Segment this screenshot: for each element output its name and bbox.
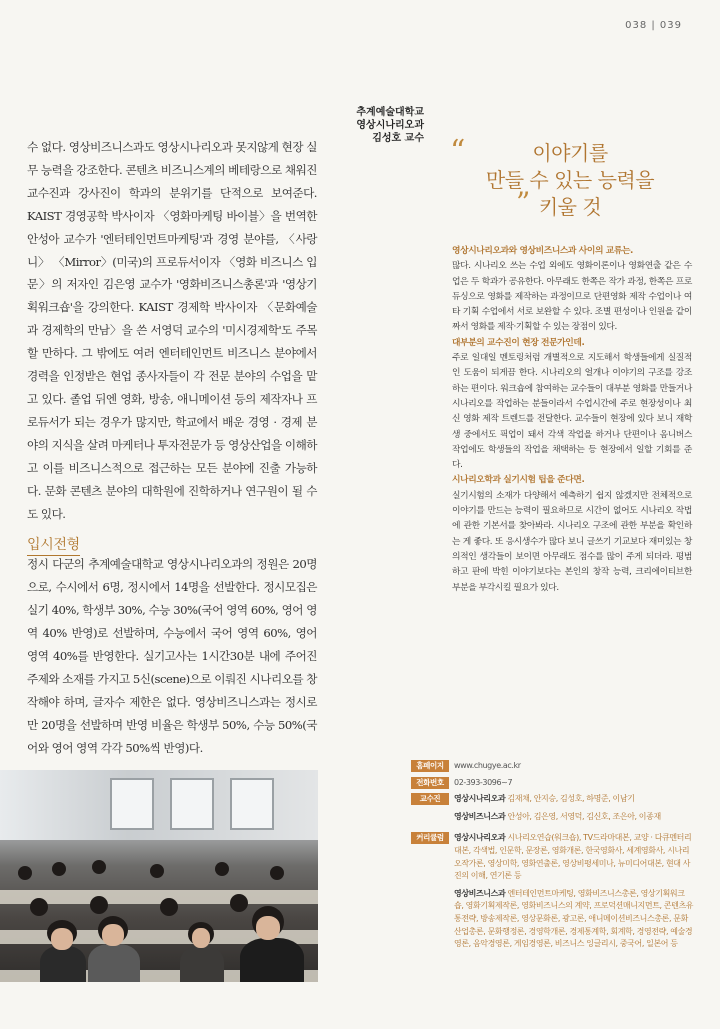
info-label: 커리큘럼: [411, 832, 449, 844]
info-curriculum: [411, 832, 694, 955]
curriculum-dept: 영상시나리오과: [454, 833, 506, 843]
homepage-link[interactable]: www.chugye.ac.kr: [454, 761, 521, 770]
info-box: [411, 760, 694, 960]
faculty-dept: 영상시나리오과: [454, 794, 506, 804]
info-homepage: [411, 760, 694, 773]
quote-line: 만들 수 있는 능력을: [485, 168, 655, 192]
interview-answer: 실기시험의 소재가 다양해서 예측하기 쉽지 않겠지만 전체적으로 이야기를 만드는 능력이 필요하므로 시간이 없어도 시나리오 작법에 관한 기본서를 찾아봐라. 시나리오 구조에 관한 부분을 확인하는 게 좋다. 또 응시생수가 많다 보니 글쓰기 기교보다 재미있는 창의적인 생각들이 보이면 아무래도 점수를 많이 주게 되더라. 평범하고 판에 박힌 이야기보다는 본인의 창작 능력, 크리에이티브한 부분을 부각시킬 필요가 있다.: [452, 490, 692, 593]
page-numbers: 038 | 039: [625, 20, 682, 31]
info-faculty: [411, 793, 694, 828]
body-paragraph: 수 없다. 영상비즈니스과도 영상시나리오과 못지않게 현장 실무 능력을 강조한다. 콘텐츠 비즈니스계의 베테랑으로 채워진 교수진과 강사진이 학과의 분위기를 단적으로 보여준다. KAIST 경영공학 박사이자 〈영화마케팅 바이블〉을 번역한 안성아 교수가 '엔터테인먼트마케팅'과 경영 분야를, 〈사랑니〉 〈Mirror〉(미국)의 프로듀서이자 〈영화 비즈니스 입문〉의 저자인 김은영 교수가 '영화비즈니스총론'과 '영상기획워크숍'을 강의한다. KAIST 경제학 박사이자 〈문화예술과 경제학의 만남〉을 쓴 서영덕 교수의 '미시경제학'도 주목할 만하다. 그 밖에도 여러 엔터테인먼트 비즈니스 분야에서 경력을 인정받은 현업 종사자들이 각 전문 분야의 수업을 맡고 있다. 졸업 뒤엔 영화, 방송, 애니메이션 등의 제작자나 프로듀서가 되는 경우가 많지만, 학교에서 배운 경영 · 경제 분야의 지식을 살려 마케터나 투자전문가 등 영상산업을 이해하고 이를 비즈니스적으로 접근하는 모든 분야에 진출 가능하다. 문화 콘텐츠 분야의 대학원에 진학하거나 연구원이 될 수도 있다.: [27, 140, 317, 521]
quote-line: 이야기를: [532, 141, 608, 165]
professor-name: 김성호 교수: [372, 133, 424, 144]
pull-quote: [470, 140, 670, 221]
faculty-names: 김재채, 안지승, 김성호, 하명준, 이남기: [507, 794, 635, 804]
info-label: 교수진: [411, 793, 449, 805]
interview-question: 시나리오학과 실기시험 팁을 준다면.: [452, 475, 585, 486]
admission-title: 입시전형: [27, 534, 80, 556]
curriculum-list: [454, 832, 694, 955]
info-label: 홈페이지: [411, 760, 449, 772]
interview-question: 영상시나리오과와 영상비즈니스과 사이의 교류는.: [452, 246, 633, 256]
quote-close-mark: ”: [516, 186, 531, 219]
phone-number: 02-393-3096~7: [454, 777, 513, 787]
interview-answer: 주로 일대일 멘토링처럼 개별적으로 지도해서 학생들에게 실질적인 도움이 되게끔 한다. 시나리오의 얼개나 이야기의 구조를 강조하는 편이다. 워크숍에 참여하는 교수들이 대부분 영화를 만들거나 시나리오를 작업하는 분들이라서 수업시간에 주로 현장성이나 최신 영화 제작 트렌드를 전달한다. 교수들이 현장에 있다 보니 재학생 중에서도 픽업이 돼서 각색 작업을 하거나 단편이나 옴니버스 작업에도 학생들의 작업을 채택하는 등 현장에서 일할 기회를 준다.: [452, 353, 692, 471]
interview: [452, 244, 692, 596]
interview-answer: 많다. 시나리오 쓰는 수업 외에도 영화이론이나 영화연출 같은 수업은 두 학과가 공유한다. 아무래도 한쪽은 작가 과정, 한쪽은 프로듀싱으로 영화를 제작하는 과정이므로 단편영화 제작 수업이나 여타 기획 수업에서 서로 보완할 수 있다. 조별 편성이나 인원을 같이 짜서 영화를 제작·기획할 수 있는 장점이 있다.: [452, 261, 692, 333]
info-label: 전화번호: [411, 777, 449, 789]
body-text-left: [27, 136, 317, 525]
professor-school: 추계예술대학교: [356, 107, 424, 118]
professor-dept: 영상시나리오과: [356, 120, 424, 131]
quote-line: 키울 것: [538, 195, 602, 219]
curriculum-dept: 영상비즈니스과: [454, 888, 506, 898]
interview-question: 대부분의 교수진이 현장 전문가인데.: [452, 337, 585, 348]
curriculum-courses: 엔터테인먼트마케팅, 영화비즈니스총론, 영상기획워크숍, 영화기획제작론, 영화비즈니스의 계약, 프로덕션매니지먼트, 콘텐츠유통전략, 방송제작론, 영상문화론, 광고론, 애니메이션비즈니스총론, 문화산업총론, 문화행정론, 경영학개론, 경제통계학, 회계학, 경영전략, 예술경영론, 음악경영론, 게임경영론, 비즈니스 잉글리시, 중국어, 일본어 등: [454, 888, 694, 949]
faculty-names: 안성아, 김은영, 서영덕, 김신호, 조은아, 이종재: [507, 811, 661, 821]
faculty-list: [454, 793, 694, 828]
admission-text: 정시 다군의 추계예술대학교 영상시나리오과의 정원은 20명으로, 수시에서 6명, 정시에서 14명을 선발한다. 정시모집은 실기 40%, 학생부 30%, 수능 30%(국어 영역 60%, 영어 영역 40% 반영)로 선발하며, 수능에서 국어 영역 60%, 영어 영역 40%를 반영한다. 실기고사는 1시간30분 내에 주어진 주제와 소재를 가지고 5신(scene)으로 이뤄진 시나리오를 창작해야 하며, 글자수 제한은 없다. 영상비즈니스과는 정시로만 20명을 선발하며 반영 비율은 학생부 50%, 수능 50%(국어와 영어 영역 각각 50%씩 반영)다.: [27, 557, 317, 755]
faculty-dept: 영상비즈니스과: [454, 811, 506, 821]
info-phone: [411, 777, 694, 790]
curriculum-courses: 시나리오연습(워크숍), TV드라마대본, 교양 · 다큐멘터리대본, 각색법, 인문학, 문장론, 영화개론, 한국영화사, 세계영화사, 시나리오작가론, 영상미학, 영화연출론, 영상비평세미나, 뉴미디어대본, 현대 사진의 이해, 연기론 등: [454, 833, 692, 881]
classroom-photo: [0, 770, 318, 982]
quote-open-mark: “: [450, 134, 466, 169]
professor-caption: [356, 106, 424, 145]
